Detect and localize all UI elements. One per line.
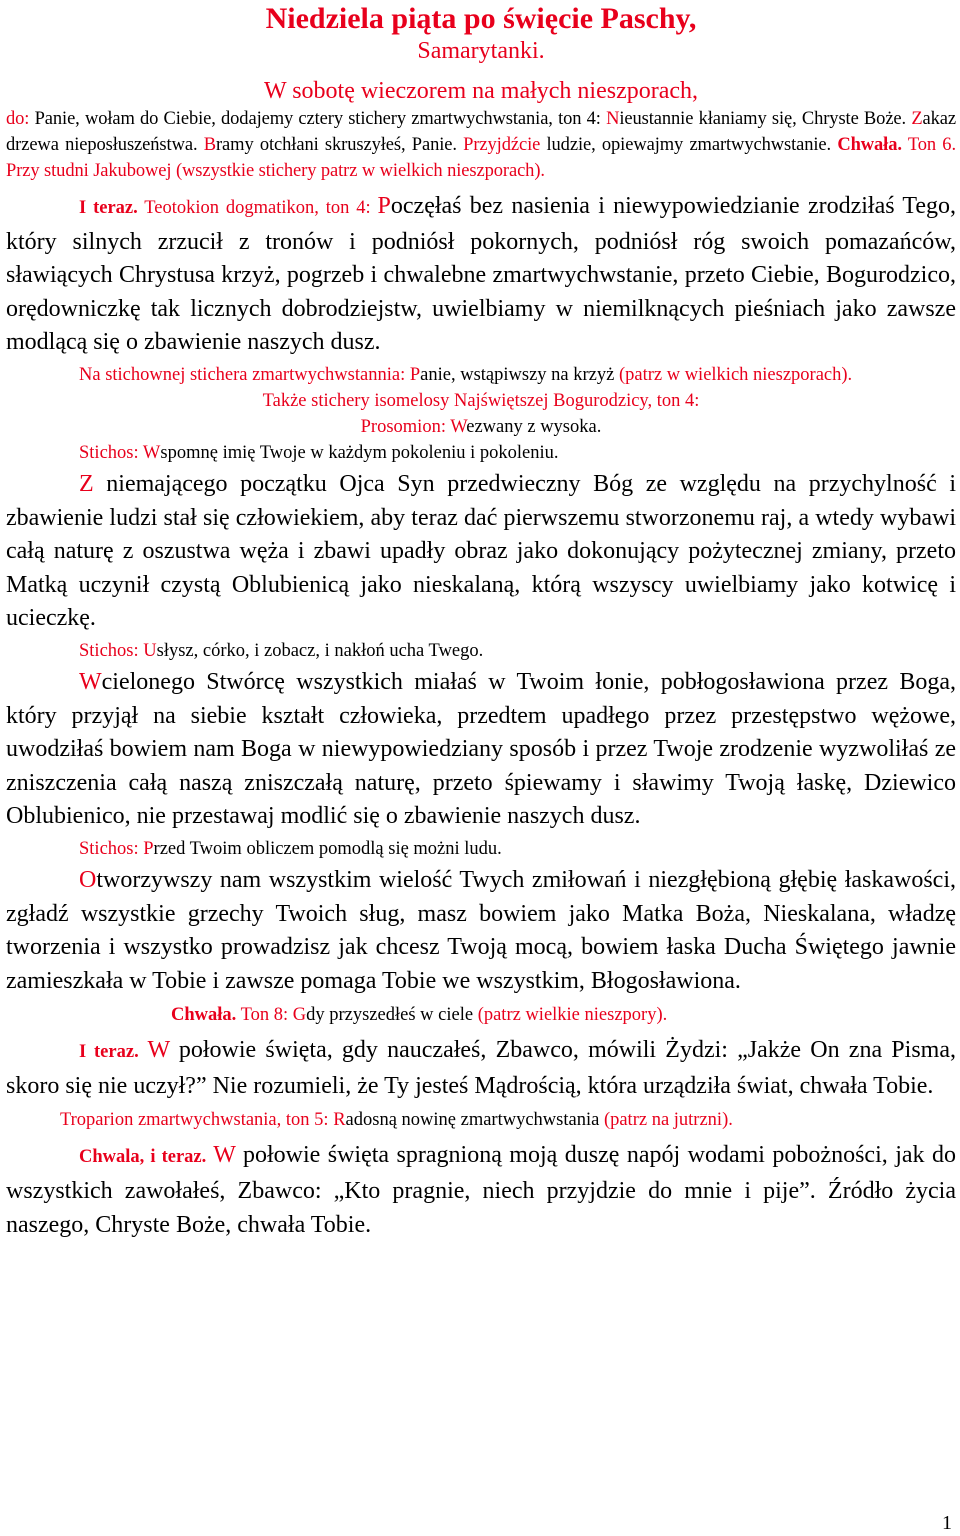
drop-initial: Z (79, 470, 94, 497)
stichos-3: Stichos: Przed Twoim obliczem pomodlą się możni ludu. (79, 838, 502, 859)
now-verse: I teraz. W połowie święta, gdy nauczałeś, Zbawco, mówili Żydzi: „Jakże On zna Pisma, skoro się nie uczył?” Nie rozumieli, że Ty jesteś Mądrością, która urządziła świat, chwała Tobie. (6, 1037, 956, 1099)
glory-tone-8-line: Chwała. Ton 8: Gdy przyszedłeś w ciele (patrz wielkie nieszpory). (171, 1005, 668, 1026)
troparion-line: Troparion zmartwychwstania, ton 5: Radosną nowinę zmartwychwstania (patrz na jutrzni). (60, 1110, 733, 1131)
theotokion-paragraph: I teraz. Teotokion dogmatikon, ton 4: Poczęłaś bez nasienia i niewypowiedzianie zrodziłaś Tego, który silnych zrzucił z tronów i podniósł pokornych, podniósł róg swoich pomazańców, sławiących Chrystusa krzyż, pogrzeb i chwalebne zmartwychwstanie, przeto Ciebie, Bogurodzico, orędowniczkę tak licznych dobrodziejstw, uwielbiamy w niemilknących pieśniach jako zawsze modlącą się o zbawienie naszych dusz. (6, 193, 957, 356)
verse-3: Otworzywszy nam wszystkim wielość Twych zmiłowań i niezgłębioną głębię łaskawości, zgładź wszystkie grzechy Twoich sług, masz bowiem jako Matka Boża, Nieskalana, władzę tworzenia i wszystko prowadzisz jak chcesz Twoją mocą, bowiem łaska Ducha Świętego jawnie zamieszkała w Tobie i zawsze pomaga Tobie we wszystkim, Błogosławiona. (6, 866, 956, 994)
drop-initial: O (79, 866, 97, 893)
also-stichera-line: Także stichery isomelosy Najświętszej Bogurodzicy, ton 4: (262, 390, 700, 411)
vespers-heading: W sobotę wieczorem na małych nieszporach, (263, 78, 699, 104)
prosomion-line: Prosomion: Wezwany z wysoka. (360, 416, 602, 437)
now-label: I teraz. (79, 198, 138, 218)
page-subtitle: Samarytanki. (417, 38, 545, 64)
glory-label: Chwała. (837, 135, 902, 155)
vespers-instructions: do: Panie, wołam do Ciebie, dodajemy cztery stichery zmartwychwstania, ton 4: Nieustannie kłaniamy się, Chryste Boże. Zakaz drzewa nieposłuszeństwa. Bramy otchłani skruszyłeś, Panie. Przyjdźcie ludzie, opiewajmy zmartwychwstanie. Chwała. Ton 6. Przy studni Jakubowej (wszystkie stichery patrz w wielkich nieszporach). (6, 109, 956, 181)
document-page (6, 0, 956, 1242)
final-verse: Chwala, i teraz. W połowie święta spragnioną moją duszę napój wodami pobożności, jak do wszystkich zawołałeś, Zbawco: „Kto pragnie, niech przyjdzie do mnie i pije”. Źródło życia naszego, Chryste Boże, chwała Tobie. (6, 1142, 956, 1238)
verse-1: Z niemającego początku Ojca Syn przedwieczny Bóg ze względu na przychylność i zbawienie ludzi stał się człowiekiem, aby teraz dać pierwszemu stworzonemu raj, a wtedy wybawi całą naturę z oszustwa węża i zbawi upadły obraz jako dokonujący pożytecznej zmiany, przeto Matką uczynił czystą Oblubienicą jako nieskalaną, którą wszyscy uwielbiamy jako kotwicę i ucieczkę. (6, 470, 956, 632)
aposticha-line: Na stichownej stichera zmartwychwstannia: Panie, wstąpiwszy na krzyż (patrz w wielkich nieszporach). (79, 364, 853, 385)
page-title: Niedziela piąta po święcie Paschy, (265, 2, 697, 35)
drop-initial: W (79, 668, 102, 695)
do-label: do: (6, 109, 30, 129)
stichos-2: Stichos: Usłysz, córko, i zobacz, i nakłoń ucha Twego. (79, 640, 484, 661)
verse-2: Wcielonego Stwórcę wszystkich miałaś w Twoim łonie, pobłogosławiona przez Boga, który przyjął na siebie kształt człowieka, przedtem upadłego przez przestępstwo wężowe, uwodziłaś bowiem nam Boga w niewypowiedziany sposób i przez Twoje zrodzenie wyzwoliłaś ze zniszczenia całą naszą zniszczałą naturę, przeto śpiewamy i sławimy Twoją łaskę, Dziewico Oblubienico, nie przestawaj modlić się o zbawienie naszych dusz. (6, 668, 956, 830)
stichos-1: Stichos: Wspomnę imię Twoje w każdym pokoleniu i pokoleniu. (79, 442, 559, 463)
page-number: 1 (942, 1512, 952, 1534)
